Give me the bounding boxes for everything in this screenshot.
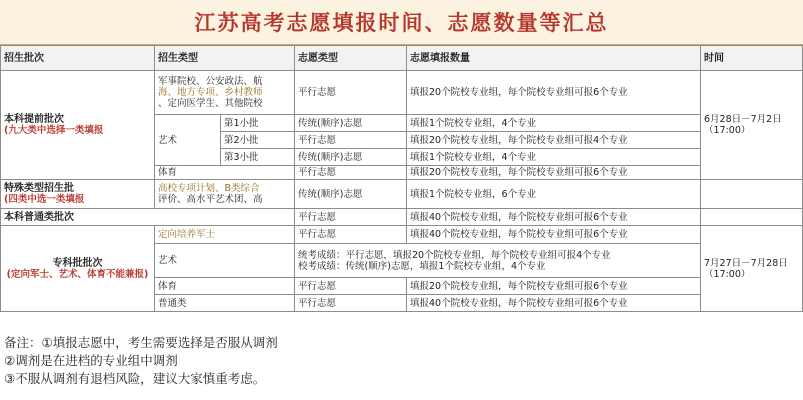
early-batch-name: 本科提前批次 (4, 114, 64, 125)
regular-batch-cell (1, 209, 295, 226)
table-row (1, 226, 803, 244)
table-header-row (1, 46, 803, 71)
early-batch-note: (九大类中选择一类填报 (4, 125, 104, 136)
title-banner (0, 0, 803, 45)
college-general-type: 普通类 (155, 295, 295, 312)
early-art-sub3-choice: 传统(顺序)志愿 (295, 149, 407, 166)
header-batch: 招生批次 (1, 46, 155, 71)
college-art-type: 艺术 (155, 244, 295, 278)
table-row (1, 180, 803, 209)
college-military-quantity: 填报40个院校专业组，每个院校专业组可报6个专业 (407, 226, 701, 244)
early-time: 6月28日－7月2日（17:00） (701, 71, 803, 180)
early-type-line1: 军事院校、公安政法、航 (158, 76, 263, 87)
college-sports-quantity: 填报20个院校专业组，每个院校专业组可报6个专业 (407, 278, 701, 295)
early-sports-quantity: 填报20个院校专业组，每个院校专业组可报6个专业 (407, 166, 701, 180)
college-military-type: 定向培养军士 (155, 226, 295, 244)
early-batch-cell (1, 71, 155, 180)
special-type-line1: 高校专项计划、B类综合 (158, 183, 260, 194)
note-line-1: 备注：①填报志愿中，考生需要选择是否服从调剂 (4, 335, 278, 350)
early-type-line2: 海、地方专项、乡村教师 (158, 87, 263, 98)
regular-quantity: 填报40个院校专业组，每个院校专业组可报6个专业 (407, 209, 701, 226)
special-time (701, 180, 803, 209)
header-choice-type: 志愿类型 (295, 46, 407, 71)
special-quantity: 填报1个院校专业组，6个专业 (407, 180, 701, 209)
early-art-sub2-choice: 平行志愿 (295, 132, 407, 149)
early-art-sub3-quantity: 填报1个院校专业组，4个专业 (407, 149, 701, 166)
special-type-cell (155, 180, 295, 209)
early-art-sub2-label: 第2小批 (221, 132, 295, 149)
notes-section (4, 334, 794, 388)
special-batch-name: 特殊类型招生批 (4, 183, 74, 194)
college-time: 7月27日－7月28日（17:00） (701, 226, 803, 312)
early-art-sub1-label: 第1小批 (221, 115, 295, 132)
early-art-type: 艺术 (155, 115, 221, 166)
early-art-sub3-label: 第3小批 (221, 149, 295, 166)
special-type-line2: 评价、高水平艺术团、高 (158, 194, 263, 205)
table-row (1, 71, 803, 115)
college-general-choice: 平行志愿 (295, 295, 407, 312)
note-line-2: ②调剂是在进档的专业组中调剂 (4, 353, 178, 368)
college-military-choice: 平行志愿 (295, 226, 407, 244)
early-sports-choice: 平行志愿 (295, 166, 407, 180)
summary-table (0, 45, 803, 312)
college-art-detail (295, 244, 701, 278)
college-sports-choice: 平行志愿 (295, 278, 407, 295)
early-art-sub1-quantity: 填报1个院校专业组，4个专业 (407, 115, 701, 132)
early-choice: 平行志愿 (295, 71, 407, 115)
early-type-line3: 、定向医学生、其他院校 (158, 98, 263, 109)
early-art-sub1-choice: 传统(顺序)志愿 (295, 115, 407, 132)
header-quantity: 志愿填报数量 (407, 46, 701, 71)
special-batch-cell (1, 180, 155, 209)
header-type: 招生类型 (155, 46, 295, 71)
early-sports-type: 体育 (155, 166, 295, 180)
college-art-line2: 校考成绩：传统(顺序)志愿，填报1个院校专业组，4个专业 (298, 260, 546, 272)
header-time: 时间 (701, 46, 803, 71)
college-batch-name: 专科批批次 (52, 257, 103, 269)
special-batch-note: (四类中选一类填报 (4, 194, 85, 205)
college-batch-note: (定向军士、艺术、体育不能兼报) (6, 268, 149, 280)
note-line-3: ③不服从调剂有退档风险，建议大家慎重考虑。 (4, 371, 266, 386)
early-quantity: 填报20个院校专业组，每个院校专业组可报6个专业 (407, 71, 701, 115)
table-row (1, 209, 803, 226)
early-art-sub2-quantity: 填报20个院校专业组，每个院校专业组可报4个专业 (407, 132, 701, 149)
regular-batch-name: 本科普通类批次 (4, 211, 74, 223)
regular-choice: 平行志愿 (295, 209, 407, 226)
special-choice: 传统(顺序)志愿 (295, 180, 407, 209)
regular-time (701, 209, 803, 226)
college-general-quantity: 填报40个院校专业组，每个院校专业组可报6个专业 (407, 295, 701, 312)
early-type-cell (155, 71, 295, 115)
college-art-line1: 统考成绩：平行志愿，填报20个院校专业组，每个院校专业组可报4个专业 (298, 249, 611, 261)
college-batch-cell (1, 226, 155, 312)
college-sports-type: 体育 (155, 278, 295, 295)
page-title: 江苏高考志愿填报时间、志愿数量等汇总 (194, 10, 609, 35)
